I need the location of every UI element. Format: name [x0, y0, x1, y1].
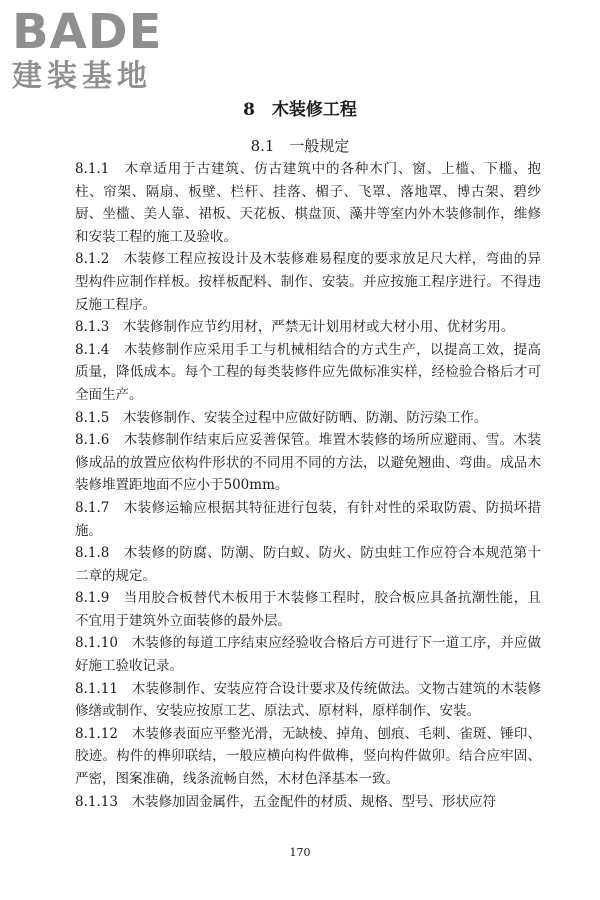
clause-8-1-13: 8.1.13 木装修加固金属件，五金配件的材质、规格、型号、形状应符 — [75, 793, 496, 810]
logo — [12, 6, 182, 94]
clause-8-1-4: 8.1.4 木装修制作应采用手工与机械相结合的方式生产，以提高工效，提高质量，降低成本。每个工程的每类装修件应先做标准实样，经检验合格后才可全面生产。 — [75, 341, 541, 403]
clause-8-1-11: 8.1.11 木装修制作、安装应符合设计要求及传统做法。文物古建筑的木装修修缮或制作、安装应按原工艺、原法式、原材料，原样制作、安装。 — [75, 680, 541, 720]
page-number: 170 — [289, 846, 311, 859]
clause-8-1-8: 8.1.8 木装修的防腐、防潮、防白蚁、防火、防虫蛀工作应符合本规范第十二章的规定。 — [75, 545, 541, 584]
document-body — [75, 158, 541, 813]
clause-8-1-2: 8.1.2 木装修工程应按设计及木装修难易程度的要求放足尺大样，弯曲的异型构件应制作样板。按样板配料、制作、安装。并应按施工程序进行。不得违反施工程序。 — [75, 251, 541, 313]
logo-subtitle: 建装基地 — [12, 59, 152, 94]
clause-8-1-6: 8.1.6 木装修制作结束后应妥善保管。堆置木装修的场所应避雨、雪。木装修成品的放置应依构件形状的不同用不同的方法，以避免翘曲、弯曲。成品木装修堆置距地面不应小于500mm。 — [75, 432, 541, 494]
clause-8-1-12: 8.1.12 木装修表面应平整光滑，无缺棱、掉角、刨痕、毛刺、雀斑、锤印、胶迹。构件的榫卯联结，一般应横向构件做榫，竖向构件做卯。结合应牢固、严密，图案准确，线条流畅自然，木材色泽基本一致。 — [75, 725, 541, 788]
clause-8-1-5: 8.1.5 木装修制作、安装全过程中应做好防晒、防潮、防污染工作。 — [75, 409, 488, 426]
clause-8-1-9: 8.1.9 当用胶合板替代木板用于木装修工程时，胶合板应具备抗潮性能，且不宜用于建筑外立面装修的最外层。 — [75, 590, 541, 629]
clause-8-1-10: 8.1.10 木装修的每道工序结束应经验收合格后方可进行下一道工序，并应做好施工验收记录。 — [75, 635, 541, 675]
logo-brand: BADE — [12, 4, 163, 60]
clause-8-1-1: 8.1.1 木章适用于古建筑、仿古建筑中的各种木门、窗、上槛、下槛、抱柱、帘架、隔扇、板壁、栏杆、挂落、楣子、飞罩、落地罩、博古架、碧纱厨、坐槛、美人靠、裙板、天花板、棋盘顶、藻井等室内外木装修制作，维修和安装工程的施工及验收。 — [75, 161, 541, 245]
chapter-title: 8 木装修工程 — [243, 100, 357, 120]
clause-8-1-3: 8.1.3 木装修制作应节约用材，严禁无计划用材或大材小用、优材劣用。 — [75, 319, 515, 336]
clause-8-1-7: 8.1.7 木装修运输应根据其特征进行包装，有针对性的采取防震、防损坏措施。 — [75, 499, 541, 539]
section-title: 8.1 一般规定 — [250, 137, 350, 155]
